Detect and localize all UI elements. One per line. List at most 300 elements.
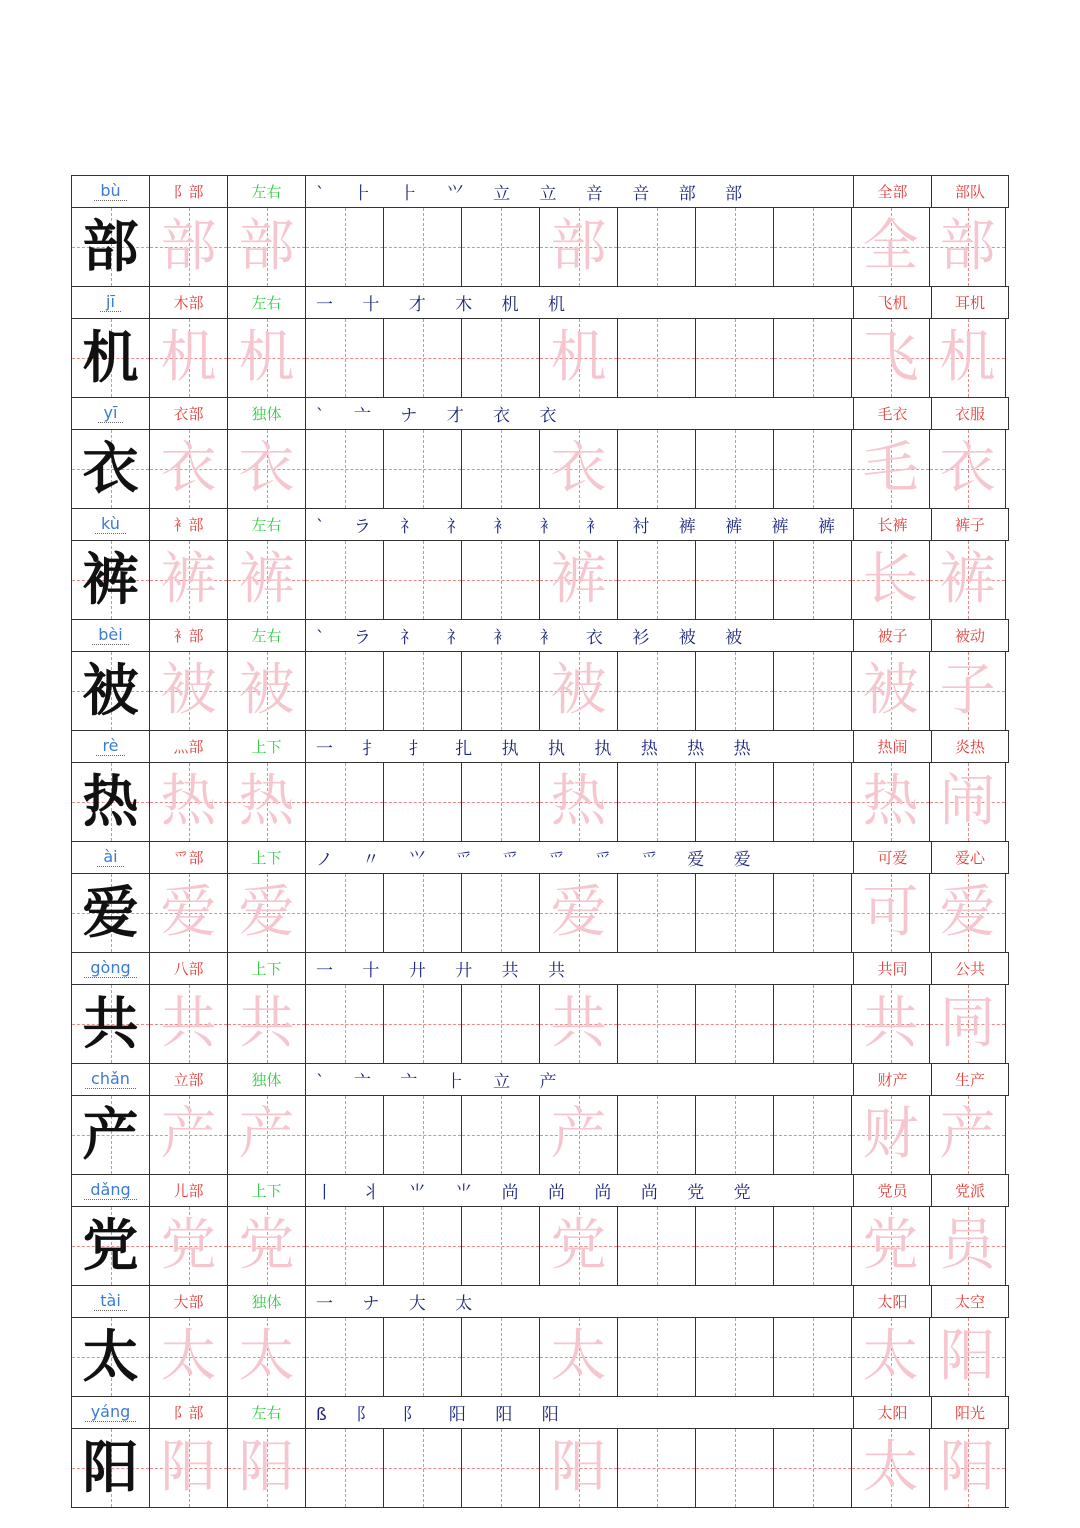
trace-word-character: 共: [862, 991, 919, 1056]
tian-grid-box: [149, 541, 227, 619]
radical-cell: [149, 731, 227, 762]
word-cell: [931, 953, 1009, 984]
tian-grid-box: [383, 763, 461, 841]
tian-grid-box: [149, 1318, 227, 1396]
trace-word-character: 裤: [939, 547, 996, 612]
character-entry: [71, 841, 1009, 952]
practice-grid-row: [71, 429, 1009, 508]
structure-label: 左右: [251, 294, 282, 312]
tian-grid-box: [617, 541, 695, 619]
tian-grid-box: [695, 985, 773, 1063]
practice-grid-row: [71, 651, 1009, 730]
pinyin-label: ài: [97, 848, 123, 867]
example-word-1: 财产: [877, 1071, 908, 1089]
tian-grid-box: [383, 1096, 461, 1174]
tian-grid-box: [461, 874, 539, 952]
pinyin-cell: [71, 287, 149, 318]
tian-grid-box: [695, 1207, 773, 1285]
trace-character: 部: [160, 214, 217, 279]
tian-grid-box: [539, 1318, 617, 1396]
model-character: 机: [82, 325, 139, 391]
tian-grid-box: [383, 652, 461, 730]
tian-grid-box: [461, 1429, 539, 1507]
structure-cell: [227, 953, 305, 984]
tian-grid-box: [539, 319, 617, 397]
word-cell: [931, 398, 1009, 429]
model-character: 阳: [82, 1435, 139, 1501]
trace-character: 产: [160, 1102, 217, 1167]
info-row: [71, 1285, 1009, 1317]
word-cell: [931, 509, 1009, 540]
info-row: [71, 952, 1009, 984]
trace-character: 机: [160, 325, 217, 390]
stroke-order: 一 ナ 大 太: [316, 1294, 485, 1314]
tian-grid-box: [305, 319, 383, 397]
trace-character: 部: [238, 214, 295, 279]
tian-grid-box: [539, 541, 617, 619]
radical-cell: [149, 509, 227, 540]
radical-label: 阝部: [173, 1404, 204, 1422]
structure-cell: [227, 287, 305, 318]
practice-grid-row: [71, 1317, 1009, 1396]
tian-grid-box: [695, 652, 773, 730]
tian-grid-box: [851, 874, 929, 952]
radical-cell: [149, 842, 227, 873]
trace-character: 被: [238, 658, 295, 723]
stroke-order: 一 十 才 木 机 机: [316, 295, 578, 315]
trace-word-character: 衣: [939, 436, 996, 501]
tian-grid-box: [773, 430, 851, 508]
radical-label: 爫部: [173, 849, 204, 867]
stroke-order: 丨 丬 ⺌ ⺌ 尚 尚 尚 尚 党 党: [316, 1183, 763, 1203]
word-cell: [931, 1175, 1009, 1206]
structure-cell: [227, 620, 305, 651]
tian-grid-box: [71, 430, 149, 508]
tian-grid-box: [773, 763, 851, 841]
stroke-order-cell: [305, 398, 853, 429]
tian-grid-box: [383, 208, 461, 286]
stroke-order-cell: [305, 509, 853, 540]
tian-grid-box: [227, 319, 305, 397]
trace-character: 热: [160, 769, 217, 834]
tian-grid-box: [305, 1096, 383, 1174]
trace-character: 衣: [160, 436, 217, 501]
stroke-order-cell: [305, 731, 853, 762]
trace-character: 裤: [238, 547, 295, 612]
word-cell: [853, 398, 931, 429]
tian-grid-box: [149, 1096, 227, 1174]
tian-grid-box: [461, 763, 539, 841]
stroke-order: 一 十 廾 廾 共 共: [316, 961, 578, 981]
tian-grid-box: [227, 541, 305, 619]
stroke-order: ß 阝 阝 阳 阳 阳: [316, 1405, 571, 1425]
example-word-1: 飞机: [877, 294, 908, 312]
tian-grid-box: [851, 652, 929, 730]
tian-grid-box: [461, 208, 539, 286]
pinyin-label: rè: [96, 737, 124, 756]
word-cell: [853, 620, 931, 651]
practice-grid-row: [71, 984, 1009, 1063]
tian-grid-box: [383, 985, 461, 1063]
stroke-order-cell: [305, 1397, 853, 1428]
tian-grid-box: [695, 319, 773, 397]
trace-word-character: 热: [862, 769, 919, 834]
word-cell: [853, 731, 931, 762]
stroke-order: ` 亠 ナ 才 衣 衣: [316, 406, 569, 426]
tian-grid-box: [695, 1318, 773, 1396]
structure-cell: [227, 176, 305, 207]
example-word-2: 裤子: [954, 516, 985, 534]
tian-grid-box: [383, 874, 461, 952]
tian-grid-box: [929, 430, 1006, 508]
tian-grid-box: [929, 985, 1006, 1063]
trace-word-character: 毛: [862, 436, 919, 501]
word-cell: [931, 842, 1009, 873]
radical-cell: [149, 1397, 227, 1428]
stroke-order: ` ⺊ ⺊ ⺍ 立 立 咅 咅 部 部: [316, 184, 755, 204]
character-entry: [71, 1063, 1009, 1174]
example-word-2: 炎热: [954, 738, 985, 756]
tian-grid-box: [929, 1429, 1006, 1507]
model-character: 衣: [82, 436, 139, 502]
tian-grid-box: [149, 1207, 227, 1285]
character-entry: [71, 1396, 1009, 1508]
pinyin-cell: [71, 620, 149, 651]
tian-grid-box: [695, 430, 773, 508]
tian-grid-box: [71, 1207, 149, 1285]
info-row: [71, 1174, 1009, 1206]
structure-label: 上下: [251, 849, 282, 867]
example-word-2: 耳机: [954, 294, 985, 312]
pinyin-cell: [71, 1175, 149, 1206]
trace-word-character: 可: [862, 880, 919, 945]
structure-cell: [227, 509, 305, 540]
trace-character: 共: [238, 991, 295, 1056]
practice-grid-row: [71, 1428, 1009, 1508]
radical-label: 立部: [173, 1071, 204, 1089]
practice-grid-row: [71, 207, 1009, 286]
tian-grid-box: [773, 1207, 851, 1285]
model-character: 党: [82, 1213, 139, 1279]
radical-cell: [149, 1175, 227, 1206]
tian-grid-box: [383, 319, 461, 397]
tian-grid-box: [929, 652, 1006, 730]
trace-character: 太: [160, 1324, 217, 1389]
structure-label: 左右: [251, 627, 282, 645]
example-word-2: 党派: [954, 1182, 985, 1200]
word-cell: [931, 731, 1009, 762]
tian-grid-box: [929, 1207, 1006, 1285]
tian-grid-box: [71, 319, 149, 397]
structure-cell: [227, 1397, 305, 1428]
info-row: [71, 397, 1009, 429]
word-cell: [931, 1397, 1009, 1428]
radical-label: 木部: [173, 294, 204, 312]
tian-grid-box: [461, 985, 539, 1063]
tian-grid-box: [149, 985, 227, 1063]
tian-grid-box: [539, 1096, 617, 1174]
pinyin-label: tài: [94, 1292, 127, 1311]
pinyin-label: bù: [94, 182, 126, 201]
example-word-1: 党员: [877, 1182, 908, 1200]
trace-character: 太: [550, 1324, 607, 1389]
tian-grid-box: [71, 652, 149, 730]
tian-grid-box: [773, 1318, 851, 1396]
radical-label: 衤部: [173, 627, 204, 645]
trace-character: 爱: [160, 880, 217, 945]
tian-grid-box: [149, 1429, 227, 1507]
model-character: 被: [82, 658, 139, 724]
word-cell: [931, 620, 1009, 651]
tian-grid-box: [305, 208, 383, 286]
trace-character: 机: [550, 325, 607, 390]
pinyin-label: chǎn: [85, 1070, 136, 1089]
tian-grid-box: [617, 1429, 695, 1507]
pinyin-cell: [71, 398, 149, 429]
trace-word-character: 长: [862, 547, 919, 612]
trace-word-character: 闹: [939, 769, 996, 834]
structure-cell: [227, 731, 305, 762]
tian-grid-box: [383, 1429, 461, 1507]
tian-grid-box: [617, 319, 695, 397]
structure-label: 独体: [251, 405, 282, 423]
writing-worksheet: [71, 175, 1009, 1508]
word-cell: [931, 287, 1009, 318]
trace-word-character: 被: [862, 658, 919, 723]
example-word-2: 部队: [954, 183, 985, 201]
tian-grid-box: [71, 874, 149, 952]
radical-label: 衤部: [173, 516, 204, 534]
radical-cell: [149, 1064, 227, 1095]
trace-character: 机: [238, 325, 295, 390]
word-cell: [853, 176, 931, 207]
trace-character: 产: [550, 1102, 607, 1167]
tian-grid-box: [695, 541, 773, 619]
tian-grid-box: [305, 985, 383, 1063]
radical-label: 大部: [173, 1293, 204, 1311]
stroke-order-cell: [305, 953, 853, 984]
trace-character: 衣: [550, 436, 607, 501]
tian-grid-box: [851, 208, 929, 286]
info-row: [71, 841, 1009, 873]
tian-grid-box: [695, 208, 773, 286]
trace-character: 党: [160, 1213, 217, 1278]
tian-grid-box: [149, 208, 227, 286]
pinyin-label: bèi: [92, 626, 128, 645]
tian-grid-box: [851, 1096, 929, 1174]
example-word-1: 热闹: [877, 738, 908, 756]
tian-grid-box: [71, 985, 149, 1063]
tian-grid-box: [305, 652, 383, 730]
example-word-2: 公共: [954, 960, 985, 978]
pinyin-label: yáng: [85, 1403, 137, 1422]
trace-character: 被: [550, 658, 607, 723]
tian-grid-box: [461, 652, 539, 730]
trace-character: 爱: [550, 880, 607, 945]
structure-label: 独体: [251, 1071, 282, 1089]
character-entry: [71, 1285, 1009, 1396]
tian-grid-box: [773, 208, 851, 286]
tian-grid-box: [851, 319, 929, 397]
tian-grid-box: [773, 985, 851, 1063]
pinyin-cell: [71, 842, 149, 873]
pinyin-label: dǎng: [84, 1181, 136, 1200]
tian-grid-box: [227, 1207, 305, 1285]
trace-character: 共: [550, 991, 607, 1056]
structure-cell: [227, 1064, 305, 1095]
trace-character: 被: [160, 658, 217, 723]
tian-grid-box: [539, 763, 617, 841]
structure-label: 左右: [251, 183, 282, 201]
example-word-1: 毛衣: [877, 405, 908, 423]
example-word-2: 衣服: [954, 405, 985, 423]
structure-label: 左右: [251, 516, 282, 534]
tian-grid-box: [851, 763, 929, 841]
tian-grid-box: [227, 1429, 305, 1507]
character-entry: [71, 508, 1009, 619]
pinyin-cell: [71, 176, 149, 207]
word-cell: [853, 1064, 931, 1095]
tian-grid-box: [149, 763, 227, 841]
practice-grid-row: [71, 762, 1009, 841]
stroke-order: ` ラ 礻 礻 衤 衤 衣 衫 被 被: [316, 628, 755, 648]
tian-grid-box: [851, 1429, 929, 1507]
tian-grid-box: [617, 874, 695, 952]
tian-grid-box: [773, 319, 851, 397]
tian-grid-box: [617, 430, 695, 508]
structure-label: 独体: [251, 1293, 282, 1311]
trace-character: 阳: [550, 1435, 607, 1500]
tian-grid-box: [461, 1318, 539, 1396]
tian-grid-box: [149, 652, 227, 730]
tian-grid-box: [695, 1429, 773, 1507]
info-row: [71, 730, 1009, 762]
word-cell: [931, 176, 1009, 207]
trace-word-character: 太: [862, 1435, 919, 1500]
tian-grid-box: [929, 1318, 1006, 1396]
word-cell: [853, 509, 931, 540]
tian-grid-box: [305, 874, 383, 952]
stroke-order-cell: [305, 842, 853, 873]
tian-grid-box: [851, 430, 929, 508]
character-entry: [71, 730, 1009, 841]
radical-cell: [149, 398, 227, 429]
practice-grid-row: [71, 318, 1009, 397]
practice-grid-row: [71, 873, 1009, 952]
character-entry: [71, 952, 1009, 1063]
tian-grid-box: [305, 430, 383, 508]
stroke-order: 一 扌 扌 扎 执 执 执 热 热 热: [316, 739, 763, 759]
stroke-order-cell: [305, 287, 853, 318]
example-word-1: 全部: [877, 183, 908, 201]
structure-cell: [227, 1175, 305, 1206]
structure-label: 上下: [251, 1182, 282, 1200]
tian-grid-box: [383, 541, 461, 619]
pinyin-cell: [71, 953, 149, 984]
trace-character: 爱: [238, 880, 295, 945]
tian-grid-box: [929, 319, 1006, 397]
structure-label: 上下: [251, 960, 282, 978]
trace-word-character: 党: [862, 1213, 919, 1278]
trace-character: 阳: [238, 1435, 295, 1500]
example-word-1: 太阳: [877, 1404, 908, 1422]
stroke-order: ノ 〃 ⺍ 爫 爫 爫 爫 爫 爱 爱: [316, 850, 763, 870]
tian-grid-box: [461, 1096, 539, 1174]
word-cell: [853, 1397, 931, 1428]
trace-character: 部: [550, 214, 607, 279]
tian-grid-box: [773, 541, 851, 619]
tian-grid-box: [149, 874, 227, 952]
trace-word-character: 产: [939, 1102, 996, 1167]
practice-grid-row: [71, 540, 1009, 619]
example-word-2: 生产: [954, 1071, 985, 1089]
trace-word-character: 财: [862, 1102, 919, 1167]
pinyin-cell: [71, 1397, 149, 1428]
model-character: 共: [82, 991, 139, 1057]
pinyin-label: gòng: [84, 959, 136, 978]
word-cell: [853, 287, 931, 318]
tian-grid-box: [539, 208, 617, 286]
tian-grid-box: [617, 1318, 695, 1396]
radical-label: 阝部: [173, 183, 204, 201]
trace-word-character: 机: [939, 325, 996, 390]
stroke-order-cell: [305, 1175, 853, 1206]
tian-grid-box: [149, 319, 227, 397]
practice-grid-row: [71, 1206, 1009, 1285]
character-entry: [71, 1174, 1009, 1285]
structure-label: 左右: [251, 1404, 282, 1422]
structure-cell: [227, 1286, 305, 1317]
tian-grid-box: [851, 1207, 929, 1285]
trace-character: 产: [238, 1102, 295, 1167]
tian-grid-box: [851, 985, 929, 1063]
trace-word-character: 同: [939, 991, 996, 1056]
tian-grid-box: [383, 1207, 461, 1285]
example-word-2: 爱心: [954, 849, 985, 867]
tian-grid-box: [773, 652, 851, 730]
trace-word-character: 飞: [862, 325, 919, 390]
trace-word-character: 子: [939, 658, 996, 723]
tian-grid-box: [539, 985, 617, 1063]
radical-cell: [149, 287, 227, 318]
tian-grid-box: [929, 208, 1006, 286]
tian-grid-box: [773, 874, 851, 952]
trace-word-character: 爱: [939, 880, 996, 945]
tian-grid-box: [539, 430, 617, 508]
info-row: [71, 175, 1009, 207]
word-cell: [853, 953, 931, 984]
tian-grid-box: [617, 1096, 695, 1174]
tian-grid-box: [305, 541, 383, 619]
tian-grid-box: [71, 1318, 149, 1396]
tian-grid-box: [773, 1096, 851, 1174]
practice-grid-row: [71, 1095, 1009, 1174]
tian-grid-box: [929, 1096, 1006, 1174]
tian-grid-box: [929, 763, 1006, 841]
stroke-order-cell: [305, 1064, 853, 1095]
trace-character: 党: [550, 1213, 607, 1278]
radical-cell: [149, 176, 227, 207]
pinyin-label: jī: [100, 293, 121, 312]
character-entry: [71, 619, 1009, 730]
example-word-1: 共同: [877, 960, 908, 978]
tian-grid-box: [305, 1429, 383, 1507]
trace-word-character: 阳: [939, 1435, 996, 1500]
tian-grid-box: [227, 985, 305, 1063]
tian-grid-box: [71, 1429, 149, 1507]
pinyin-cell: [71, 731, 149, 762]
character-entry: [71, 286, 1009, 397]
